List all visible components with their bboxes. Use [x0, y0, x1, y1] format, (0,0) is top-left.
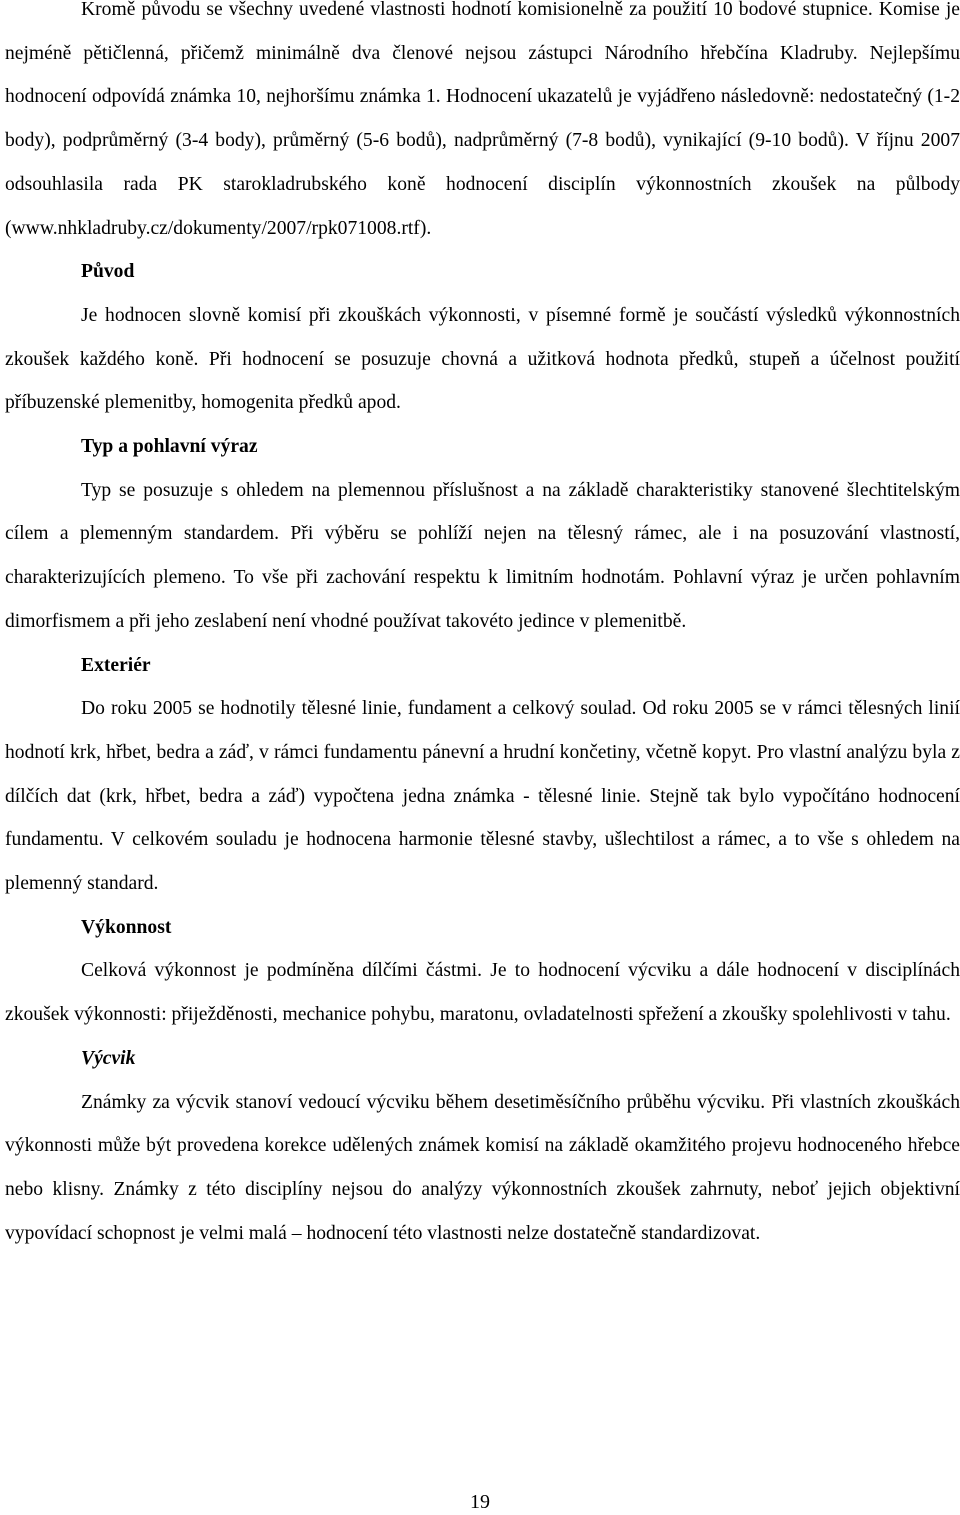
page-number: 19	[470, 1491, 490, 1513]
section-heading-typ: Typ a pohlavní výraz	[81, 436, 258, 458]
section-heading-puvod: Původ	[81, 261, 135, 283]
section-paragraph-puvod: Je hodnocen slovně komisí při zkouškách výkonnosti, v písemné formě je součástí výsledků výkonnostních zkoušek každého koně. Při hodnocení se posuzuje chovná a užitková hodnota předků, stupeň a účelnost použití příbuzenské plemenitby, homogenita předků apod.	[5, 304, 960, 414]
section-paragraph-typ: Typ se posuzuje s ohledem na plemennou příslušnost a na základě charakteristiky stanovené šlechtitelským cílem a plemenným standardem. Při výběru se pohlíží nejen na tělesný rámec, ale i na posuzování vlastností, charakterizujících plemeno. To vše při zachování respektu k limitním hodnotám. Pohlavní výraz je určen pohlavním dimorfismem a při jeho zeslabení není vhodné používat takovéto jedince v plemenitbě.	[5, 479, 960, 632]
section-heading-vycvik: Výcvik	[81, 1047, 136, 1069]
section-paragraph-vykonnost: Celková výkonnost je podmíněna dílčími částmi. Je to hodnocení výcviku a dále hodnocení v disciplínách zkoušek výkonnosti: přiježděnosti, mechanice pohybu, maratonu, ovladatelnosti spřežení a zkoušky spolehlivosti v tahu.	[5, 960, 960, 1026]
intro-paragraph: Kromě původu se všechny uvedené vlastnosti hodnotí komisionelně za použití 10 bodové stupnice. Komise je nejméně pětičlenná, přičemž minimálně dva členové nejsou zástupci Národního hřebčína Kladruby. Nejlepšímu hodnocení odpovídá známka 10, nejhoršímu známka 1. Hodnocení ukazatelů je vyjádřeno následovně: nedostatečný (1-2 body), podprůměrný (3-4 body), průměrný (5-6 bodů), nadprůměrný (7-8 bodů), vynikající (9-10 bodů). V říjnu 2007 odsouhlasila rada PK starokladrubského koně hodnocení disciplín výkonnostních zkoušek na půlbody (www.nhkladruby.cz/dokumenty/2007/rpk071008.rtf).	[5, 0, 960, 239]
document-page	[5, 0, 960, 1255]
section-paragraph-exterier: Do roku 2005 se hodnotily tělesné linie, fundament a celkový soulad. Od roku 2005 se v rámci tělesných linií hodnotí krk, hřbet, bedra a záď, v rámci fundamentu pánevní a hrudní končetiny, včetně kopyt. Pro vlastní analýzu byla z dílčích dat (krk, hřbet, bedra a záď) vypočtena jedna známka - tělesné linie. Stejně tak bylo vypočítáno hodnocení fundamentu. V celkovém souladu je hodnocena harmonie tělesné stavby, ušlechtilost a rámec, a to vše s ohledem na plemenný standard.	[5, 698, 960, 895]
section-heading-vykonnost: Výkonnost	[81, 916, 172, 938]
section-heading-exterier: Exteriér	[81, 654, 151, 676]
section-paragraph-vycvik: Známky za výcvik stanoví vedoucí výcviku během desetiměsíčního průběhu výcviku. Při vlastních zkouškách výkonnosti může být provedena korekce udělených známek komisí na základě okamžitého projevu hodnoceného hřebce nebo klisny. Známky z této disciplíny nejsou do analýzy výkonnostních zkoušek zahrnuty, neboť jejich objektivní vypovídací schopnost je velmi malá – hodnocení této vlastnosti nelze dostatečně standardizovat.	[5, 1091, 960, 1244]
